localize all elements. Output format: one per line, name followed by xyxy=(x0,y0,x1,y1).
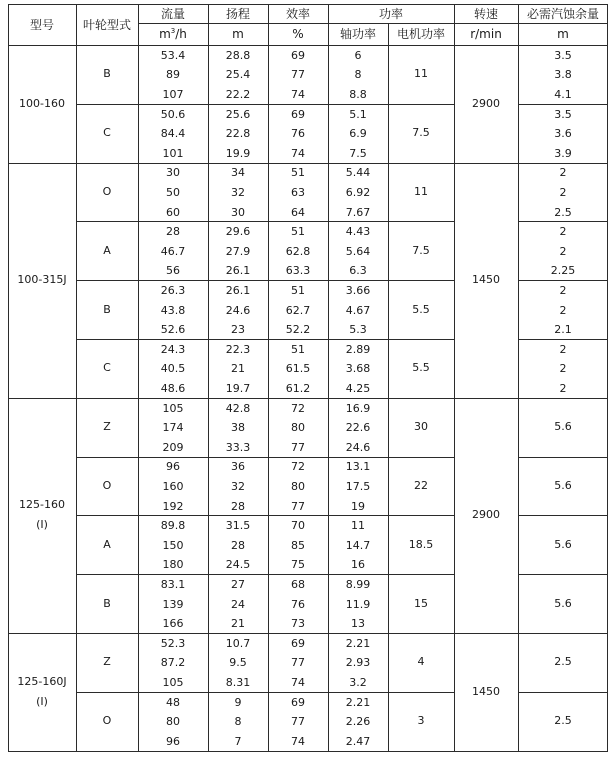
cell-shaft-power: 7.5 xyxy=(349,146,367,160)
cell-efficiency: 68 xyxy=(291,578,305,591)
cell-efficiency: 72 xyxy=(291,401,305,415)
cell-shaft-power: 2.21 xyxy=(345,636,371,650)
cell-shaft-power: 7.67 xyxy=(345,205,371,219)
cell-flow: 174 xyxy=(162,421,184,435)
cell-flow: 46.7 xyxy=(160,244,186,258)
cell-flow: 89 xyxy=(166,68,180,82)
cell-shaft-power: 2.89 xyxy=(345,342,371,356)
cell-efficiency: 69 xyxy=(291,695,305,709)
cell-flow: 52.3 xyxy=(160,636,186,650)
cell-flow: 139 xyxy=(162,597,184,611)
cell-flow: 89.8 xyxy=(160,519,186,533)
cell-head: 29.6 xyxy=(225,225,251,239)
pump-performance-table xyxy=(8,4,608,757)
cell-shaft-power: 13 xyxy=(351,617,365,631)
cell-efficiency: 74 xyxy=(291,676,305,689)
cell-impeller-type: B xyxy=(103,67,111,81)
header-npsh: 必需汽蚀余量 xyxy=(526,6,600,21)
cell-motor-power: 7.5 xyxy=(412,243,430,257)
cell-npsh: 2 xyxy=(559,342,567,356)
header-npsh-unit: m xyxy=(557,27,569,41)
cell-flow: 56 xyxy=(166,264,180,278)
impeller-divider-npsh xyxy=(518,104,608,105)
cell-impeller-type: O xyxy=(102,479,112,492)
impeller-divider xyxy=(76,457,454,458)
impeller-divider xyxy=(76,280,454,281)
cell-model-subname: (I) xyxy=(36,694,48,708)
header-flow-unit xyxy=(159,27,187,41)
header-head: 扬程 xyxy=(225,6,251,21)
cell-impeller-type: O xyxy=(102,185,112,198)
model-divider xyxy=(8,751,608,752)
cell-efficiency: 77 xyxy=(291,68,305,82)
cell-shaft-power: 17.5 xyxy=(345,480,371,493)
impeller-divider xyxy=(76,221,454,222)
flow-unit-exponent: 3 xyxy=(170,27,176,35)
cell-efficiency: 77 xyxy=(291,715,305,729)
cell-npsh: 3.5 xyxy=(554,48,572,62)
cell-npsh: 2.5 xyxy=(554,655,572,669)
cell-efficiency: 69 xyxy=(291,107,305,121)
cell-head: 9.5 xyxy=(229,656,247,670)
cell-flow: 105 xyxy=(162,401,184,415)
cell-shaft-power: 16 xyxy=(351,558,365,572)
impeller-divider-npsh xyxy=(518,221,608,222)
header-speed: 转速 xyxy=(473,6,499,21)
cell-efficiency: 76 xyxy=(291,597,305,611)
cell-shaft-power: 16.9 xyxy=(345,401,371,415)
cell-shaft-power: 13.1 xyxy=(345,460,371,474)
cell-efficiency: 52.2 xyxy=(285,323,311,337)
cell-head: 10.7 xyxy=(225,636,251,650)
cell-npsh: 2.5 xyxy=(554,205,572,219)
cell-impeller-type: B xyxy=(103,302,111,316)
cell-flow: 101 xyxy=(162,146,184,160)
cell-efficiency: 64 xyxy=(291,205,305,219)
cell-shaft-power: 5.44 xyxy=(345,166,371,180)
cell-motor-power: 5.5 xyxy=(412,302,430,316)
cell-shaft-power: 11.9 xyxy=(345,597,371,611)
cell-shaft-power: 2.47 xyxy=(345,734,371,748)
cell-head: 23 xyxy=(231,323,245,337)
col-divider xyxy=(388,23,389,751)
cell-flow: 43.8 xyxy=(160,303,186,317)
cell-motor-power: 5.5 xyxy=(412,361,430,375)
cell-head: 27.9 xyxy=(225,244,251,258)
cell-impeller-type: C xyxy=(103,361,111,375)
cell-flow: 192 xyxy=(162,499,184,513)
cell-efficiency: 76 xyxy=(291,127,305,141)
cell-efficiency: 85 xyxy=(291,538,305,552)
cell-npsh: 2 xyxy=(559,186,567,199)
cell-flow: 50 xyxy=(166,186,180,199)
cell-efficiency: 74 xyxy=(291,734,305,748)
cell-head: 28 xyxy=(231,538,245,552)
cell-efficiency: 63 xyxy=(291,186,305,199)
cell-npsh: 5.6 xyxy=(554,596,572,610)
cell-motor-power: 11 xyxy=(414,67,428,81)
cell-npsh: 2.5 xyxy=(554,714,572,728)
cell-head: 7 xyxy=(234,734,242,748)
header-power: 功率 xyxy=(378,6,404,21)
cell-flow: 180 xyxy=(162,558,184,572)
cell-efficiency: 77 xyxy=(291,656,305,670)
cell-efficiency: 80 xyxy=(291,480,305,493)
cell-efficiency: 51 xyxy=(291,225,305,239)
cell-shaft-power: 2.26 xyxy=(345,715,371,729)
cell-shaft-power: 11 xyxy=(351,519,365,533)
cell-npsh: 3.5 xyxy=(554,107,572,121)
cell-motor-power: 11 xyxy=(414,185,428,198)
cell-head: 36 xyxy=(231,460,245,474)
cell-shaft-power: 6.92 xyxy=(345,186,371,199)
cell-flow: 40.5 xyxy=(160,362,186,376)
cell-model-name: 100-160 xyxy=(19,96,65,110)
cell-head: 24.5 xyxy=(225,558,251,572)
cell-shaft-power: 6.9 xyxy=(349,127,367,141)
cell-npsh: 3.9 xyxy=(554,146,572,160)
col-divider xyxy=(454,4,455,751)
cell-shaft-power: 4.25 xyxy=(345,382,371,395)
cell-shaft-power: 22.6 xyxy=(345,421,371,435)
cell-head: 38 xyxy=(231,421,245,435)
cell-flow: 107 xyxy=(162,88,184,101)
cell-shaft-power: 5.64 xyxy=(345,244,371,258)
impeller-divider-npsh xyxy=(518,457,608,458)
impeller-divider-npsh xyxy=(518,515,608,516)
cell-head: 26.1 xyxy=(225,284,251,297)
impeller-divider-npsh xyxy=(518,280,608,281)
cell-efficiency: 74 xyxy=(291,88,305,101)
cell-efficiency: 51 xyxy=(291,166,305,180)
cell-shaft-power: 4.43 xyxy=(345,225,371,239)
cell-efficiency: 63.3 xyxy=(285,264,311,278)
cell-efficiency: 77 xyxy=(291,440,305,454)
cell-head: 22.2 xyxy=(225,88,251,101)
cell-npsh: 2 xyxy=(559,303,567,317)
cell-npsh: 2 xyxy=(559,166,567,180)
cell-efficiency: 69 xyxy=(291,48,305,62)
header-flow: 流量 xyxy=(160,6,186,21)
cell-head: 31.5 xyxy=(225,519,251,533)
cell-efficiency: 62.8 xyxy=(285,244,311,258)
header-head-unit: m xyxy=(232,27,244,41)
cell-model-subname: (I) xyxy=(36,518,48,532)
header-efficiency: 效率 xyxy=(285,6,311,21)
cell-speed: 2900 xyxy=(472,96,500,110)
cell-head: 32 xyxy=(231,186,245,199)
col-divider xyxy=(268,4,269,751)
cell-efficiency: 75 xyxy=(291,558,305,572)
cell-efficiency: 51 xyxy=(291,284,305,297)
col-divider xyxy=(76,4,77,751)
cell-motor-power: 22 xyxy=(414,479,428,492)
cell-shaft-power: 3.2 xyxy=(349,676,367,689)
cell-impeller-type: C xyxy=(103,126,111,140)
cell-head: 21 xyxy=(231,617,245,631)
cell-motor-power: 15 xyxy=(414,596,428,610)
cell-impeller-type: B xyxy=(103,596,111,610)
cell-impeller-type: A xyxy=(103,243,111,257)
cell-shaft-power: 14.7 xyxy=(345,538,371,552)
cell-impeller-type: A xyxy=(103,537,111,551)
cell-flow: 52.6 xyxy=(160,323,186,337)
impeller-divider-npsh xyxy=(518,339,608,340)
cell-head: 24.6 xyxy=(225,303,251,317)
impeller-divider xyxy=(76,339,454,340)
cell-shaft-power: 19 xyxy=(351,499,365,513)
cell-efficiency: 72 xyxy=(291,460,305,474)
cell-flow: 150 xyxy=(162,538,184,552)
cell-head: 21 xyxy=(231,362,245,376)
cell-flow: 24.3 xyxy=(160,342,186,356)
cell-flow: 160 xyxy=(162,480,184,493)
cell-head: 26.1 xyxy=(225,264,251,278)
cell-shaft-power: 5.1 xyxy=(349,107,367,121)
cell-efficiency: 69 xyxy=(291,636,305,650)
cell-shaft-power: 6 xyxy=(354,48,362,62)
cell-flow: 209 xyxy=(162,440,184,454)
impeller-divider xyxy=(76,104,454,105)
cell-flow: 50.6 xyxy=(160,107,186,121)
cell-shaft-power: 3.68 xyxy=(345,362,371,376)
cell-shaft-power: 2.93 xyxy=(345,656,371,670)
cell-flow: 48 xyxy=(166,695,180,709)
cell-head: 34 xyxy=(231,166,245,180)
cell-head: 8.31 xyxy=(225,676,251,689)
cell-shaft-power: 24.6 xyxy=(345,440,371,454)
cell-head: 22.8 xyxy=(225,127,251,141)
header-speed-unit: r/min xyxy=(470,27,502,41)
cell-shaft-power: 8 xyxy=(354,68,362,82)
cell-head: 22.3 xyxy=(225,342,251,356)
cell-head: 25.6 xyxy=(225,107,251,121)
cell-shaft-power: 5.3 xyxy=(349,323,367,337)
impeller-divider xyxy=(76,692,454,693)
cell-npsh: 2 xyxy=(559,284,567,297)
cell-head: 27 xyxy=(231,578,245,591)
cell-npsh: 2 xyxy=(559,382,567,395)
cell-motor-power: 7.5 xyxy=(412,126,430,140)
header-motor-power: 电机功率 xyxy=(396,27,446,41)
cell-efficiency: 61.5 xyxy=(285,362,311,376)
cell-flow: 28 xyxy=(166,225,180,239)
cell-model-name: 100-315J xyxy=(17,273,67,287)
impeller-divider xyxy=(76,574,454,575)
cell-head: 25.4 xyxy=(225,68,251,82)
cell-npsh: 5.6 xyxy=(554,537,572,551)
flow-unit-base: m xyxy=(159,27,171,41)
cell-efficiency: 74 xyxy=(291,146,305,160)
cell-head: 19.9 xyxy=(225,146,251,160)
cell-head: 9 xyxy=(234,695,242,709)
cell-efficiency: 62.7 xyxy=(285,303,311,317)
cell-speed: 1450 xyxy=(472,273,500,287)
cell-speed: 2900 xyxy=(472,508,500,522)
cell-head: 30 xyxy=(231,205,245,219)
cell-flow: 80 xyxy=(166,715,180,729)
cell-npsh: 2.25 xyxy=(550,264,576,278)
cell-flow: 105 xyxy=(162,676,184,689)
cell-flow: 26.3 xyxy=(160,284,186,297)
cell-model-name: 125-160J xyxy=(17,674,67,688)
cell-flow: 53.4 xyxy=(160,48,186,62)
cell-impeller-type: O xyxy=(102,714,112,728)
cell-npsh: 4.1 xyxy=(554,88,572,101)
cell-npsh: 3.8 xyxy=(554,68,572,82)
cell-flow: 60 xyxy=(166,205,180,219)
header-efficiency-unit: % xyxy=(292,27,304,41)
cell-head: 32 xyxy=(231,480,245,493)
cell-head: 42.8 xyxy=(225,401,251,415)
header-shaft-power: 轴功率 xyxy=(339,27,377,41)
cell-efficiency: 61.2 xyxy=(285,382,311,395)
cell-head: 24 xyxy=(231,597,245,611)
cell-motor-power: 30 xyxy=(414,420,428,434)
col-divider xyxy=(138,4,139,751)
cell-efficiency: 80 xyxy=(291,421,305,435)
header-impeller: 叶轮型式 xyxy=(82,17,132,32)
cell-speed: 1450 xyxy=(472,684,500,698)
flow-unit-tail: /h xyxy=(175,27,187,41)
cell-flow: 48.6 xyxy=(160,382,186,395)
cell-flow: 84.4 xyxy=(160,127,186,141)
cell-flow: 96 xyxy=(166,734,180,748)
cell-model-name: 125-160 xyxy=(19,498,65,512)
cell-shaft-power: 6.3 xyxy=(349,264,367,278)
cell-efficiency: 73 xyxy=(291,617,305,631)
cell-flow: 30 xyxy=(166,166,180,180)
cell-npsh: 2.1 xyxy=(554,323,572,337)
cell-efficiency: 70 xyxy=(291,519,305,533)
col-divider xyxy=(208,4,209,751)
impeller-divider-npsh xyxy=(518,692,608,693)
cell-flow: 83.1 xyxy=(160,578,186,591)
cell-npsh: 2 xyxy=(559,225,567,239)
table-side-border xyxy=(607,4,608,752)
cell-head: 8 xyxy=(234,715,242,729)
cell-shaft-power: 4.67 xyxy=(345,303,371,317)
col-divider xyxy=(518,4,519,751)
cell-motor-power: 18.5 xyxy=(408,537,434,551)
cell-impeller-type: Z xyxy=(103,655,111,669)
cell-npsh: 3.6 xyxy=(554,127,572,141)
cell-npsh: 2 xyxy=(559,362,567,376)
cell-flow: 166 xyxy=(162,617,184,631)
cell-motor-power: 3 xyxy=(417,714,425,728)
cell-shaft-power: 3.66 xyxy=(345,284,371,297)
cell-impeller-type: Z xyxy=(103,420,111,434)
cell-head: 33.3 xyxy=(225,440,251,454)
cell-shaft-power: 2.21 xyxy=(345,695,371,709)
cell-head: 19.7 xyxy=(225,382,251,395)
cell-motor-power: 4 xyxy=(417,655,425,669)
cell-head: 28.8 xyxy=(225,48,251,62)
cell-flow: 96 xyxy=(166,460,180,474)
table-side-border xyxy=(8,4,9,752)
cell-efficiency: 77 xyxy=(291,499,305,513)
cell-shaft-power: 8.8 xyxy=(349,88,367,101)
cell-npsh: 5.6 xyxy=(554,479,572,492)
col-divider xyxy=(328,4,329,751)
cell-npsh: 5.6 xyxy=(554,420,572,434)
cell-head: 28 xyxy=(231,499,245,513)
cell-efficiency: 51 xyxy=(291,342,305,356)
cell-npsh: 2 xyxy=(559,244,567,258)
header-model: 型号 xyxy=(29,17,55,32)
cell-shaft-power: 8.99 xyxy=(345,578,371,591)
impeller-divider xyxy=(76,515,454,516)
impeller-divider-npsh xyxy=(518,574,608,575)
cell-flow: 87.2 xyxy=(160,656,186,670)
